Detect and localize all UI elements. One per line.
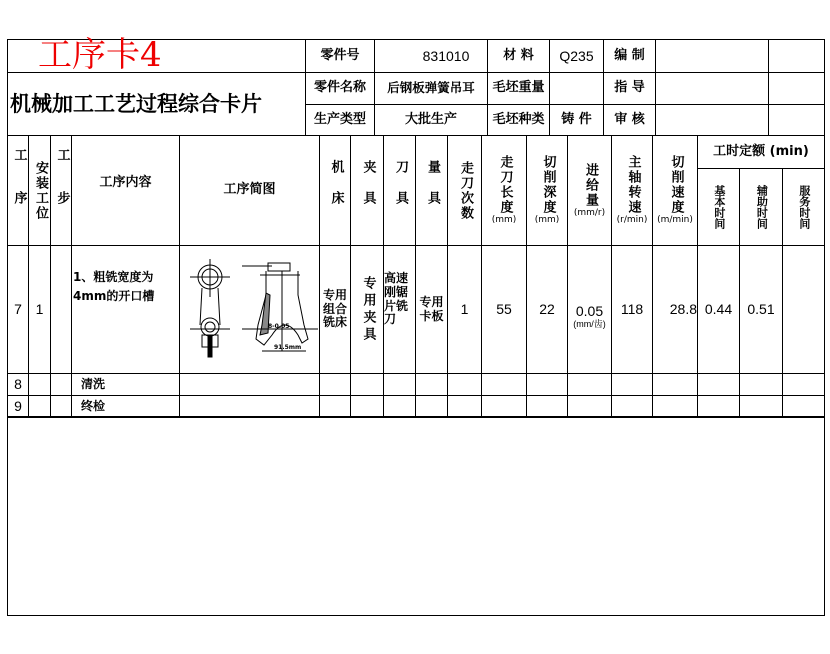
empty-cell	[611, 395, 653, 418]
empty-cell	[319, 373, 351, 396]
part-no-value: 831010	[374, 39, 488, 73]
col-machine: 机床	[319, 135, 351, 246]
material-label: 材 料	[487, 39, 550, 73]
empty-cell	[526, 395, 568, 418]
guide-label: 指 导	[603, 72, 656, 105]
empty-cell	[447, 373, 482, 396]
row-content: 1、粗铣宽度为4mm的开口槽	[71, 245, 180, 374]
empty-cell	[50, 373, 72, 396]
empty-cell	[28, 373, 51, 396]
empty-cell	[782, 395, 825, 418]
part-name-value: 后钢板弹簧吊耳	[374, 72, 488, 105]
row-feed: 0.05 (mm/齿)	[567, 245, 612, 374]
empty-cell	[179, 373, 320, 396]
svg-text:91.5mm: 91.5mm	[273, 343, 301, 351]
row-fixture: 专用夹具	[350, 245, 384, 374]
row-speed: 118	[611, 245, 653, 374]
row-service-time	[782, 245, 825, 374]
compiled-label: 编 制	[603, 39, 656, 73]
empty-cell	[447, 395, 482, 418]
empty-cell	[383, 395, 416, 418]
production-type-value: 大批生产	[374, 104, 488, 136]
empty-cell	[481, 373, 527, 396]
review-extra[interactable]	[768, 104, 825, 136]
col-length: 走刀长度 (mm)	[481, 135, 527, 246]
compiled-extra[interactable]	[768, 39, 825, 73]
empty-cell	[481, 395, 527, 418]
row-depth: 22	[526, 245, 568, 374]
row-step	[50, 245, 72, 374]
col-fixture: 夹具	[350, 135, 384, 246]
col-step: 工步	[50, 135, 72, 246]
empty-cell	[697, 395, 740, 418]
col-time-quota: 工时定额 (min)	[697, 135, 825, 169]
row-install: 1	[28, 245, 51, 374]
card-title: 机械加工工艺过程综合卡片	[10, 91, 262, 116]
col-aux-time: 辅助时间	[739, 168, 783, 246]
empty-cell	[782, 373, 825, 396]
svg-text:8-0.05: 8-0.05	[267, 322, 289, 330]
row-cut-speed: 28.8	[652, 245, 698, 374]
row-tool: 高速刚锯片铣刀	[383, 245, 416, 374]
card-tag: 工序卡4	[38, 35, 162, 76]
part-no-label: 零件号	[305, 39, 375, 73]
compiled-value[interactable]	[655, 39, 769, 73]
card-tag-cell	[7, 35, 306, 76]
empty-cell	[319, 395, 351, 418]
col-cut-speed: 切削速度 (m/min)	[652, 135, 698, 246]
connecting-lug-sketch-icon	[182, 255, 318, 365]
guide-extra[interactable]	[768, 72, 825, 105]
empty-cell	[383, 373, 416, 396]
row-content: 终检	[71, 395, 180, 418]
empty-cell	[739, 395, 783, 418]
col-service-time: 服务时间	[782, 168, 825, 246]
empty-cell	[567, 373, 612, 396]
row-content: 清洗	[71, 373, 180, 396]
col-gauge: 量具	[415, 135, 448, 246]
row-sketch	[179, 245, 320, 374]
empty-cell	[652, 373, 698, 396]
empty-area	[7, 416, 825, 616]
empty-cell	[350, 373, 384, 396]
review-value[interactable]	[655, 104, 769, 136]
col-depth: 切削深度 (mm)	[526, 135, 568, 246]
col-install: 安装工位	[28, 135, 51, 246]
col-tool: 刀具	[383, 135, 416, 246]
blank-weight-label: 毛坯重量	[487, 72, 550, 105]
col-basic-time: 基本时间	[697, 168, 740, 246]
guide-value[interactable]	[655, 72, 769, 105]
row-passes: 1	[447, 245, 482, 374]
empty-cell	[526, 373, 568, 396]
empty-cell	[415, 395, 448, 418]
row-aux-time: 0.51	[739, 245, 783, 374]
col-passes: 走刀次数	[447, 135, 482, 246]
row-seq: 9	[7, 395, 29, 418]
empty-cell	[611, 373, 653, 396]
blank-type-value: 铸 件	[549, 104, 604, 136]
row-seq: 8	[7, 373, 29, 396]
col-content: 工序内容	[71, 135, 180, 246]
row-seq: 7	[7, 245, 29, 374]
empty-cell	[697, 373, 740, 396]
card-title-cell	[7, 72, 306, 136]
empty-cell	[28, 395, 51, 418]
part-name-label: 零件名称	[305, 72, 375, 105]
col-seq: 工序	[7, 135, 29, 246]
empty-cell	[179, 395, 320, 418]
col-feed: 进给量 (mm/r)	[567, 135, 612, 246]
row-basic-time: 0.44	[697, 245, 740, 374]
col-sketch: 工序简图	[179, 135, 320, 246]
material-value: Q235	[549, 39, 604, 73]
row-length: 55	[481, 245, 527, 374]
empty-cell	[415, 373, 448, 396]
row-machine: 专用组合铣床	[319, 245, 351, 374]
blank-weight-value	[549, 72, 604, 105]
row-gauge: 专用卡板	[415, 245, 448, 374]
production-type-label: 生产类型	[305, 104, 375, 136]
review-label: 审 核	[603, 104, 656, 136]
empty-cell	[350, 395, 384, 418]
empty-cell	[50, 395, 72, 418]
empty-cell	[652, 395, 698, 418]
empty-cell	[739, 373, 783, 396]
blank-type-label: 毛坯种类	[487, 104, 550, 136]
col-speed: 主轴转速 (r/min)	[611, 135, 653, 246]
empty-cell	[567, 395, 612, 418]
